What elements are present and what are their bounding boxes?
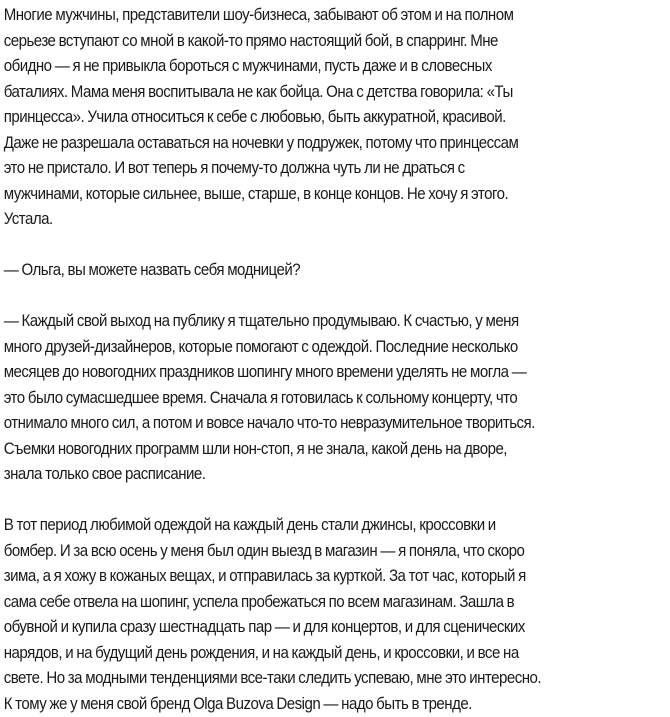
text-line: нарядов, и на будущий день рождения, и на каждый день, и кроссовки, и все на (4, 641, 668, 667)
text-line: отнимало много сил, а потом и вовсе начало что-то невразумительное твориться. (4, 411, 668, 437)
text-line: это было сумасшедшее время. Сначала я готовилась к сольному концерту, что (4, 386, 668, 412)
text-line: баталиях. Мама меня воспитывала не как бойца. Она с детства говорила: «Ты (4, 80, 668, 106)
text-line: свете. Но за модными тенденциями все-таки следить успеваю, мне это интересно. (4, 666, 668, 692)
text-line: это не пристало. И вот теперь я почему-то должна чуть ли не драться с (4, 156, 668, 182)
paragraph-answer (4, 309, 668, 488)
text-line: Многие мужчины, представители шоу-бизнеса, забывают об этом и на полном (4, 3, 668, 29)
paragraph-question (4, 258, 668, 284)
text-line: бомбер. И за всю осень у меня был один выезд в магазин — я поняла, что скоро (4, 539, 668, 565)
text-line: много друзей-дизайнеров, которые помогают с одеждой. Последние несколько (4, 335, 668, 361)
text-line: сама себе отвела на шопинг, успела пробежаться по всем магазинам. Зашла в (4, 590, 668, 616)
text-line: — Каждый свой выход на публику я тщательно продумываю. К счастью, у меня (4, 309, 668, 335)
text-line: В тот период любимой одеждой на каждый день стали джинсы, кроссовки и (4, 513, 668, 539)
text-line: серьезе вступают со мной в какой-то прямо настоящий бой, в спарринг. Мне (4, 29, 668, 55)
text-line: обувной и купила сразу шестнадцать пар — и для концертов, и для сценических (4, 615, 668, 641)
text-line: мужчинами, которые сильнее, выше, старше, в конце концов. Не хочу я этого. (4, 182, 668, 208)
text-line: обидно — я не привыкла бороться с мужчинами, пусть даже и в словесных (4, 54, 668, 80)
text-line: К тому же у меня свой бренд Olga Buzova Design — надо быть в тренде. (4, 692, 668, 717)
interview-question: — Ольга, вы можете назвать себя модницей? (4, 258, 668, 284)
text-line: знала только свое расписание. (4, 462, 668, 488)
text-line: Устала. (4, 207, 668, 233)
text-line: Съемки новогодних программ шли нон-стоп, я не знала, какой день на дворе, (4, 437, 668, 463)
text-line: зима, а я хожу в кожаных вещах, и отправилась за курткой. За тот час, который я (4, 564, 668, 590)
paragraph-intro (4, 3, 668, 233)
text-line: Даже не разрешала оставаться на ночевки у подружек, потому что принцессам (4, 131, 668, 157)
paragraph-shopping (4, 513, 668, 717)
text-line: принцесса». Учила относиться к себе с любовью, быть аккуратной, красивой. (4, 105, 668, 131)
text-line: месяцев до новогодних праздников шопингу много времени уделять не могла — (4, 360, 668, 386)
